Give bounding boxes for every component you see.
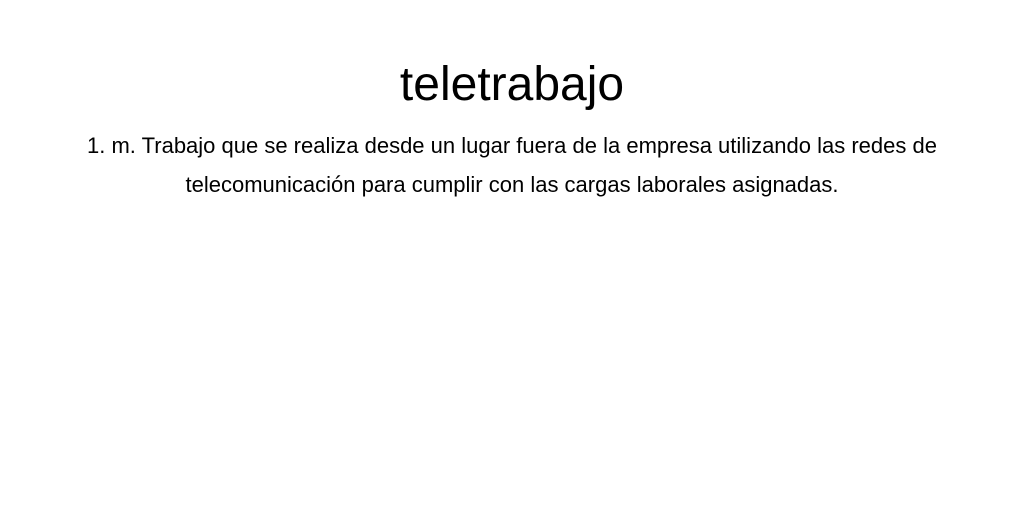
definition: 1. m. Trabajo que se realiza desde un lugar fuera de la empresa utilizando las redes de telecomunicación para cumplir con las cargas laborales asignadas. <box>87 133 937 197</box>
headword: teletrabajo <box>399 58 625 111</box>
